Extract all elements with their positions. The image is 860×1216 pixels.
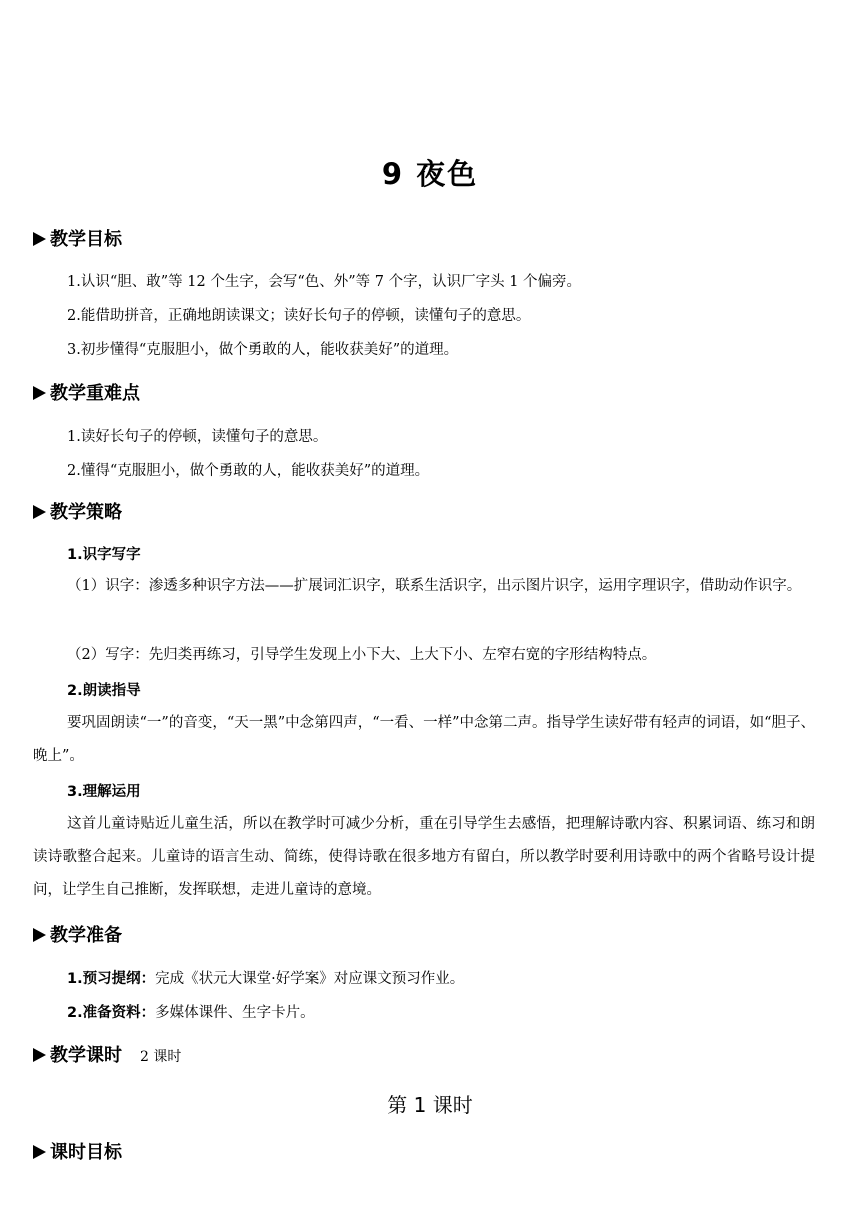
- triangle-bullet-icon: [33, 386, 46, 400]
- section-heading-lesson-goals: 课时目标: [33, 1138, 122, 1164]
- strategy-paragraph-2: （2）写字：先归类再练习，引导学生发现上小下大、上大下小、左窄右宽的字形结构特点。: [67, 647, 657, 663]
- goal-item-2: 2.能借助拼音，正确地朗读课文；读好长句子的停顿，读懂句子的意思。: [67, 308, 531, 324]
- hours-value: 2 课时: [140, 1049, 182, 1065]
- lesson-title: 第 1 课时: [387, 1093, 473, 1117]
- prep-item-1-text: 完成《状元大课堂·好学案》对应课文预习作业。: [155, 971, 465, 987]
- section-heading-strategy: 教学策略: [33, 498, 122, 524]
- strategy-subheading-2: 2.朗读指导: [67, 683, 141, 699]
- goal-item-3: 3.初步懂得“克服胆小，做个勇敢的人，能收获美好”的道理。: [67, 342, 459, 358]
- triangle-bullet-icon: [33, 232, 46, 246]
- strategy-paragraph-1: （1）识字：渗透多种识字方法——扩展词汇识字，联系生活识字，出示图片识字，运用字理识字，借助动作识字。: [67, 578, 802, 594]
- page-title: 9 夜色: [381, 157, 479, 191]
- section-heading-hours: 教学课时 2 课时: [33, 1041, 181, 1067]
- section-heading-key-points: 教学重难点: [33, 379, 140, 405]
- section-heading-goals: 教学目标: [33, 225, 122, 251]
- triangle-bullet-icon: [33, 928, 46, 942]
- section-heading-prep: 教学准备: [33, 921, 122, 947]
- prep-item-2: [67, 1001, 315, 1022]
- strategy-subheading-1: 1.识字写字: [67, 547, 141, 563]
- strategy-subheading-3: 3.理解运用: [67, 784, 141, 800]
- prep-item-2-text: 多媒体课件、生字卡片。: [155, 1005, 315, 1021]
- triangle-bullet-icon: [33, 1145, 46, 1159]
- prep-item-1: [67, 967, 464, 988]
- strategy-paragraph-3: 要巩固朗读“一”的音变，“天一黑”中念第四声，“一看、一样”中念第二声。指导学生读好带有轻声的词语，如“胆子、晚上”。: [33, 715, 815, 764]
- prep-item-1-label: 1.预习提纲：: [67, 971, 156, 987]
- triangle-bullet-icon: [33, 1048, 46, 1062]
- key-point-item-2: 2.懂得“克服胆小，做个勇敢的人，能收获美好”的道理。: [67, 463, 430, 479]
- key-point-item-1: 1.读好长句子的停顿，读懂句子的意思。: [67, 429, 328, 445]
- prep-item-2-label: 2.准备资料：: [67, 1005, 156, 1021]
- goal-item-1: 1.认识“胆、敢”等 12 个生字，会写“色、外”等 7 个字，认识厂字头 1 个偏旁。: [67, 274, 582, 290]
- strategy-paragraph-4: 这首儿童诗贴近儿童生活，所以在教学时可减少分析，重在引导学生去感悟，把理解诗歌内容、积累词语、练习和朗读诗歌整合起来。儿童诗的语言生动、简练，使得诗歌在很多地方有留白，所以教学时要利用诗歌中的两个省略号设计提问，让学生自己推断，发挥联想，走进儿童诗的意境。: [33, 816, 815, 898]
- triangle-bullet-icon: [33, 505, 46, 519]
